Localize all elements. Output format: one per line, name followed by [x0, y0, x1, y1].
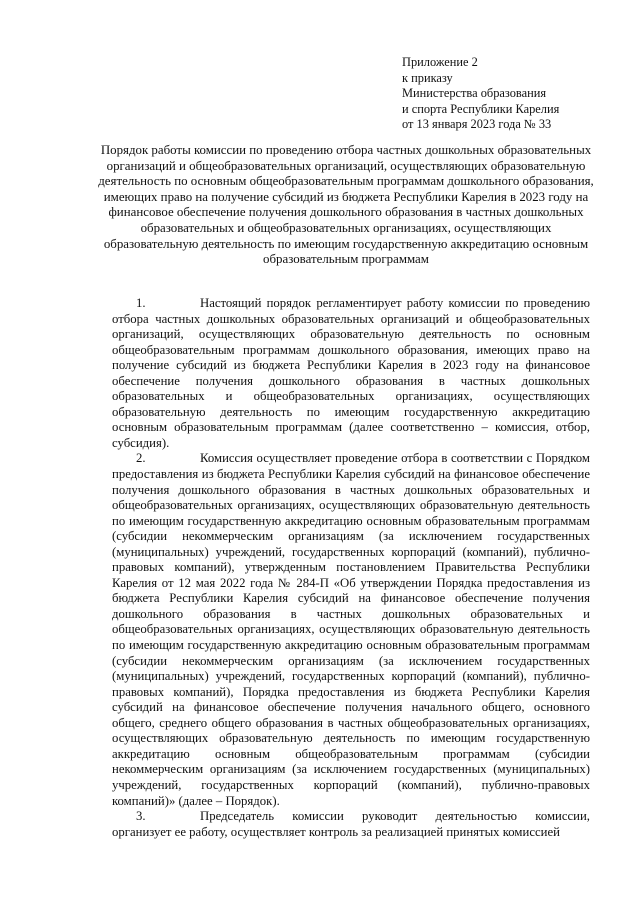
paragraph-3: [112, 809, 590, 840]
appendix-line: к приказу: [402, 70, 453, 85]
paragraph-number: 3.: [136, 809, 146, 824]
appendix-line: Министерства образования: [402, 86, 547, 100]
document-title: Порядок работы комиссии по проведению отбора частных дошкольных образовательных организаций и общеобразовательных организаций, осуществляющих образовательную деятельность по основным общеобразовательным программам дошкольного образования, имеющих право на получение субсидий из бюджета Республики Карелия в 2023 году на финансовое обеспечение получения дошкольного образования в частных дошкольных образовательных и общеобразовательных организациях, осуществляющих образовательную деятельность по имеющим государственную аккредитацию основным образовательным программам: [98, 143, 594, 267]
appendix-line: и спорта Республики Карелия: [402, 101, 560, 116]
appendix-block: [402, 55, 622, 133]
paragraph-text: Председатель комиссии руководит деятельностью комиссии, организует ее работу, осуществляет контроль за реализацией принятых комиссией: [112, 809, 590, 839]
appendix-line: от 13 января 2023 года № 33: [402, 117, 552, 131]
paragraph-2: [112, 451, 590, 809]
paragraph-text: Комиссия осуществляет проведение отбора в соответствии с Порядком предоставления из бюджета Республики Карелия субсидий на финансовое обеспечение получения дошкольного образования в частных дошкольных образовательных и общеобразовательных организациях, осуществляющих образовательную деятельность по имеющим государственную аккредитацию основным образовательным программам (субсидии некоммерческим организациям (за исключением государственных (муниципальных) учреждений, государственных корпораций (компаний), публично-правовых компаний), утвержденным постановлением Правительства Республики Карелия от 12 мая 2022 года № 284-П «Об утверждении Порядка предоставления из бюджета Республики Карелия субсидий на финансовое обеспечение получения дошкольного образования в частных дошкольных образовательных и общеобразовательных организациях, осуществляющих образовательную деятельность по имеющим государственную аккредитацию основным образовательным программам (субсидии некоммерческим организациям (за исключением государственных (муниципальных) учреждений, государственных корпораций (компаний), публично-правовых компаний), Порядка предоставления из бюджета Республики Карелия субсидий на финансовое обеспечение получения начального общего, основного общего, среднего общего образования в частных общеобразовательных организациях, осуществляющих образовательную деятельность по имеющим государственную аккредитацию основным общеобразовательным программам (субсидии некоммерческим организациям (за исключением государственных (муниципальных) учреждений, государственных корпораций (компаний), публично-правовых компаний)» (далее – Порядок).: [112, 451, 590, 808]
paragraph-1: [112, 296, 590, 451]
appendix-line: Приложение 2: [402, 55, 478, 69]
paragraph-number: 1.: [136, 296, 146, 310]
document-body: [112, 296, 590, 840]
paragraph-number: 2.: [136, 451, 146, 466]
paragraph-text: Настоящий порядок регламентирует работу комиссии по проведению отбора частных дошкольных образовательных организаций и общеобразовательных организаций, осуществляющих образовательную деятельность по основным общеобразовательным программам дошкольного образования, имеющих право на получение субсидий из бюджета Республики Карелия в 2023 году на финансовое обеспечение получения дошкольного образования в частных дошкольных образовательных и общеобразовательных организациях, осуществляющих образовательную деятельность по имеющим государственную аккредитацию основным образовательным программам (далее соответственно – комиссия, отбор, субсидия).: [112, 296, 590, 450]
